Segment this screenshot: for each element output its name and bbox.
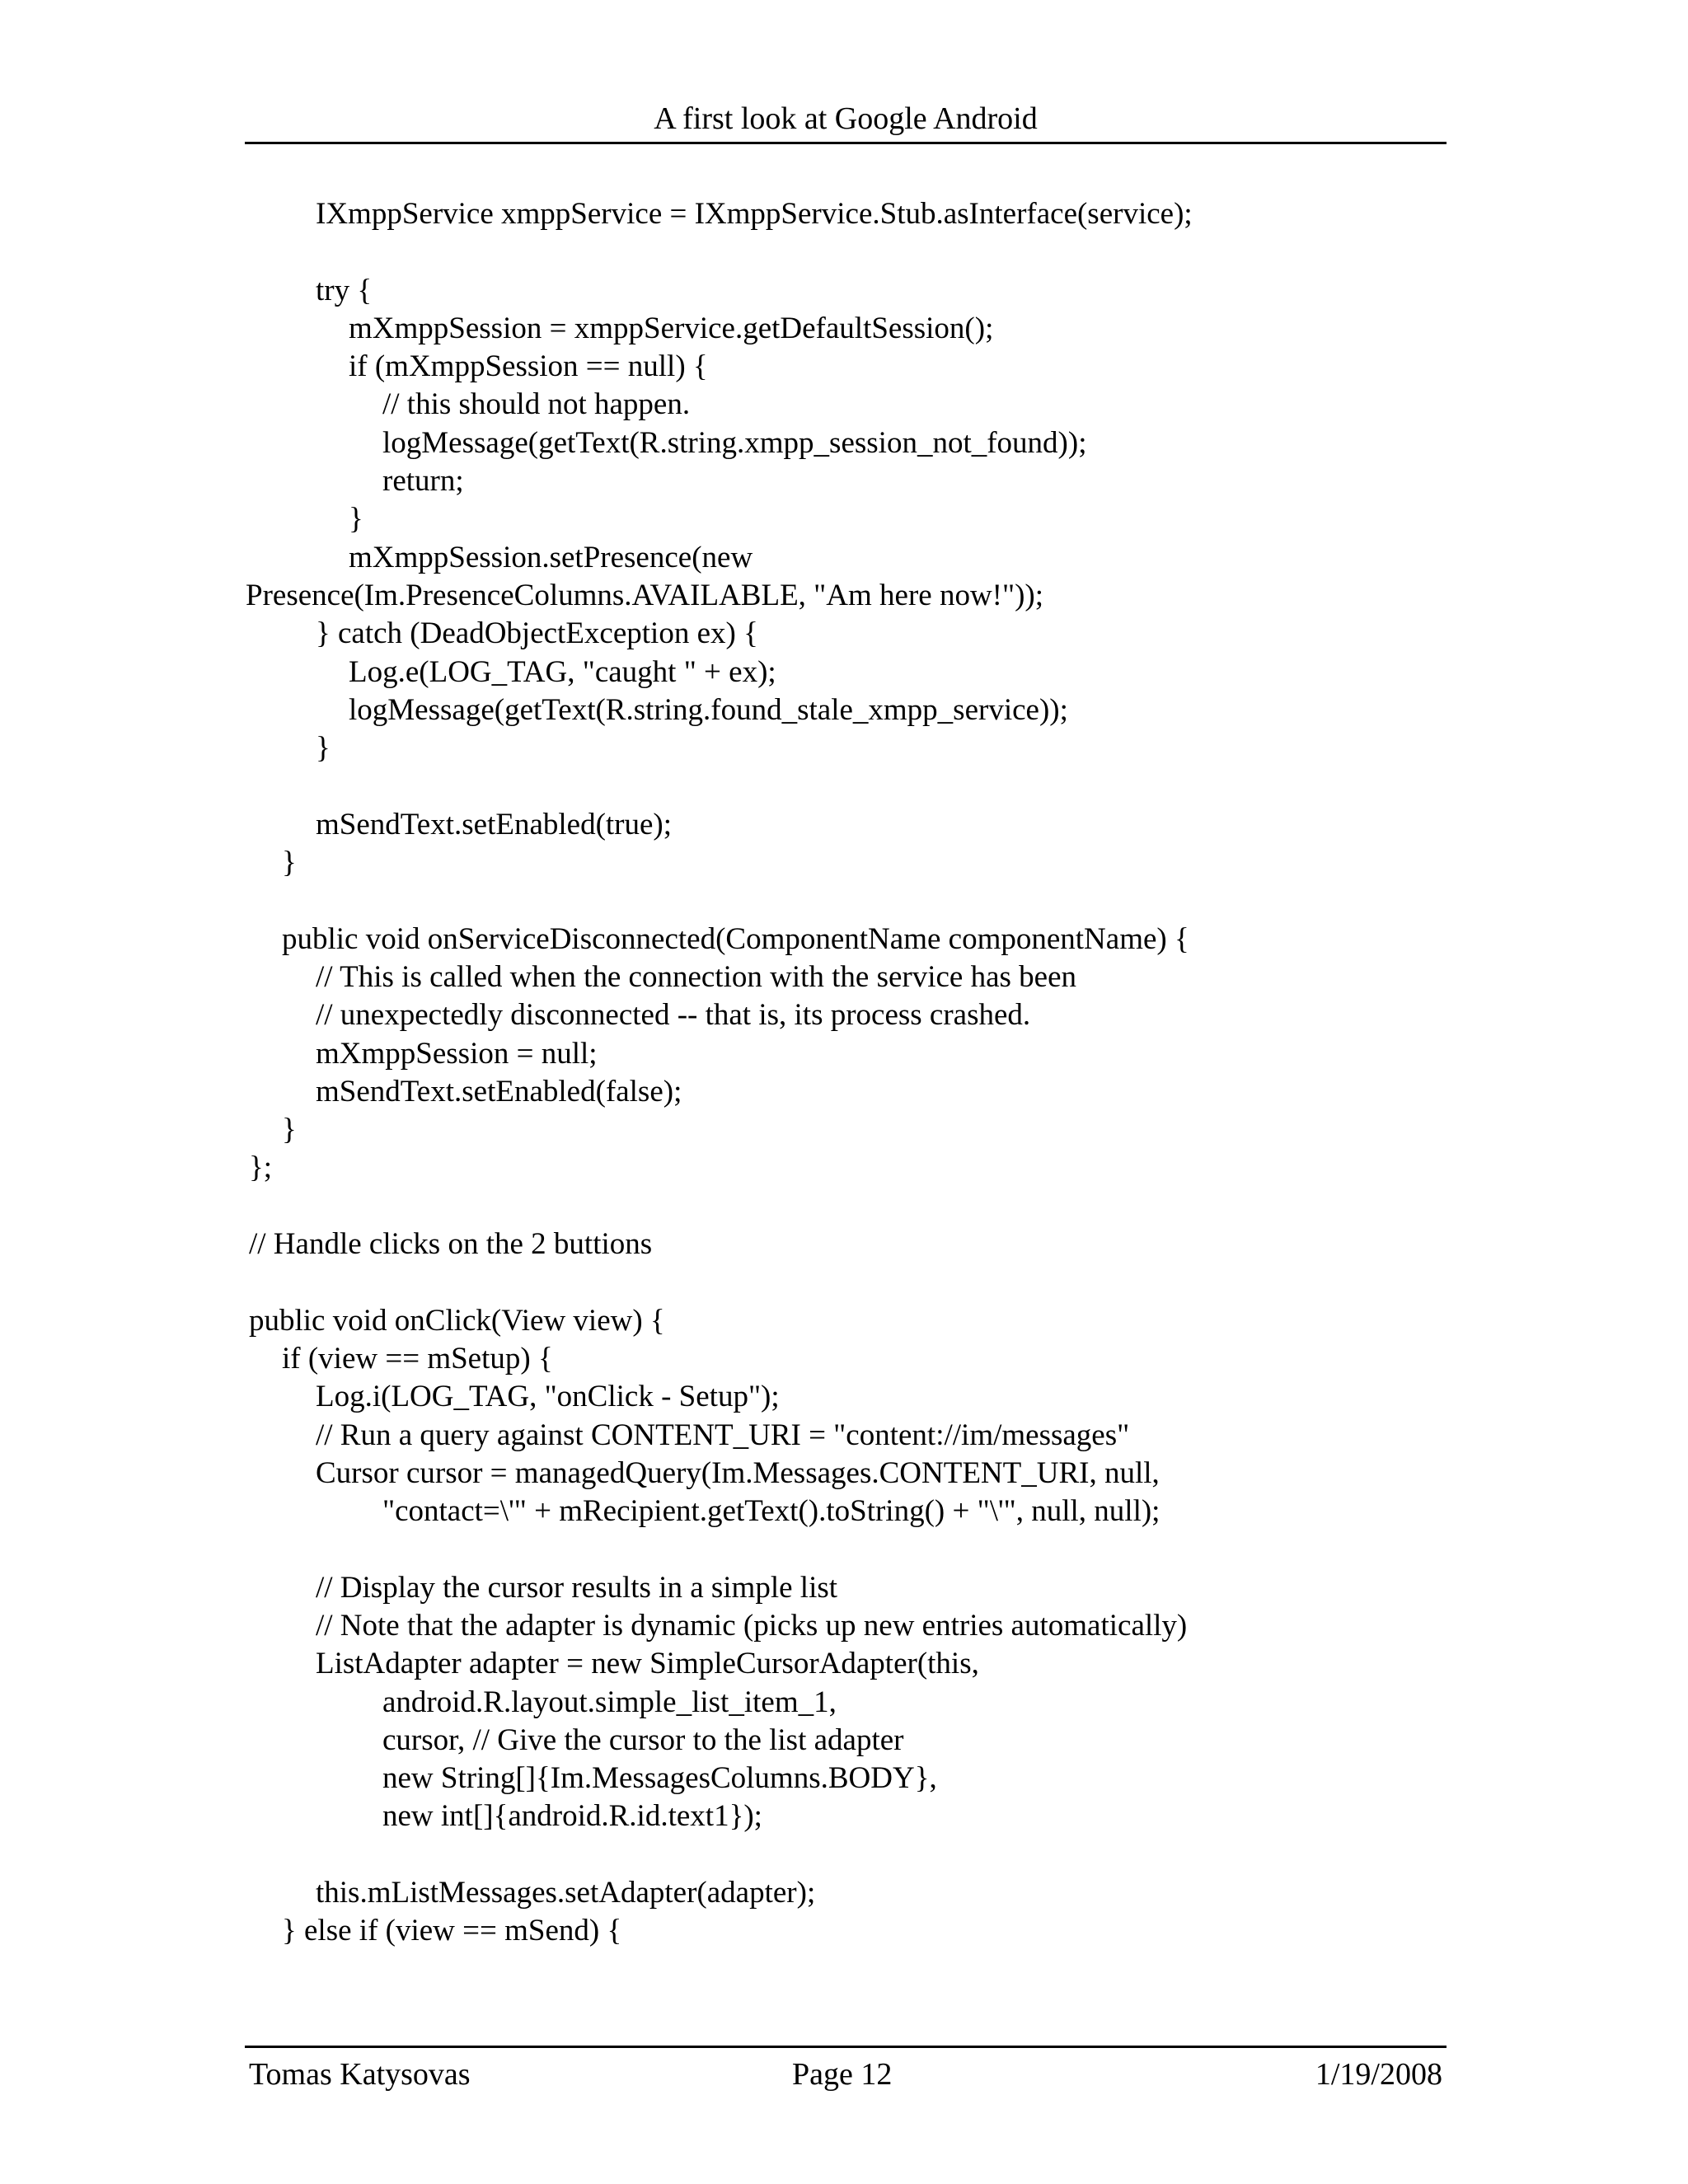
code-line	[0, 1417, 1688, 1455]
code-line	[0, 1340, 1688, 1378]
code-text: mSendText.setEnabled(false);	[316, 1074, 682, 1108]
code-line	[0, 1111, 1688, 1149]
code-line	[0, 654, 1688, 691]
code-line	[0, 615, 1688, 653]
code-text: // Run a query against CONTENT_URI = "content://im/messages"	[316, 1418, 1130, 1452]
code-text: "contact=\'" + mRecipient.getText().toString() + "\'", null, null);	[382, 1494, 1160, 1529]
code-text: if (mXmppSession == null) {	[349, 349, 708, 384]
code-text: // Handle clicks on the 2 buttions	[249, 1227, 653, 1262]
code-text: try {	[316, 273, 373, 307]
code-line	[0, 1530, 1688, 1568]
code-line	[0, 462, 1688, 500]
code-line	[0, 386, 1688, 424]
code-text: }	[316, 731, 331, 766]
code-text: }	[349, 502, 363, 537]
code-line	[0, 1493, 1688, 1530]
code-text: // Note that the adapter is dynamic (picks up new entries automatically)	[316, 1608, 1188, 1643]
code-text: // Display the cursor results in a simple list	[316, 1570, 838, 1605]
code-line	[0, 1455, 1688, 1493]
code-line	[0, 272, 1688, 310]
code-line	[0, 1263, 1688, 1301]
code-text: logMessage(getText(R.string.xmpp_session_not_found));	[382, 425, 1087, 460]
code-text: }	[282, 1113, 297, 1147]
code-line	[0, 1684, 1688, 1722]
code-text: if (view == mSetup) {	[282, 1341, 553, 1376]
code-line	[0, 1912, 1688, 1950]
page-header	[245, 96, 1447, 144]
footer-page-number: Page 12	[792, 2057, 893, 2092]
code-line	[0, 500, 1688, 538]
code-text: ListAdapter adapter = new SimpleCursorAdapter(this,	[316, 1647, 979, 1681]
code-line	[0, 1569, 1688, 1607]
code-line	[0, 348, 1688, 386]
code-line	[0, 958, 1688, 996]
code-line	[0, 882, 1688, 920]
code-text: cursor, // Give the cursor to the list adapter	[382, 1722, 904, 1757]
code-line	[0, 1378, 1688, 1416]
code-text: mXmppSession.setPresence(new	[349, 540, 753, 574]
code-line	[0, 691, 1688, 729]
code-text: Log.i(LOG_TAG, "onClick - Setup");	[316, 1380, 780, 1414]
code-line	[0, 424, 1688, 462]
code-line	[0, 1874, 1688, 1912]
code-line	[0, 996, 1688, 1034]
code-text: } catch (DeadObjectException ex) {	[316, 616, 758, 651]
code-line	[0, 1073, 1688, 1111]
code-text: public void onClick(View view) {	[249, 1303, 665, 1338]
code-text: // This is called when the connection with the service has been	[316, 959, 1077, 994]
code-line	[0, 1797, 1688, 1835]
code-line	[0, 1035, 1688, 1073]
code-line	[0, 577, 1688, 615]
page-footer	[245, 2046, 1447, 2094]
code-line	[0, 233, 1688, 271]
code-text: }	[282, 846, 297, 880]
code-text: mSendText.setEnabled(true);	[316, 807, 673, 841]
footer-author: Tomas Katysovas	[249, 2057, 471, 2092]
code-text: Log.e(LOG_TAG, "caught " + ex);	[349, 654, 776, 689]
code-line	[0, 1836, 1688, 1874]
code-text: Cursor cursor = managedQuery(Im.Messages.CONTENT_URI, null,	[316, 1455, 1160, 1490]
code-text: logMessage(getText(R.string.found_stale_xmpp_service));	[349, 692, 1068, 727]
code-line	[0, 1149, 1688, 1187]
code-listing	[0, 195, 1688, 1951]
code-text: public void onServiceDisconnected(ComponentName componentName) {	[282, 921, 1189, 956]
code-text: android.R.layout.simple_list_item_1,	[382, 1685, 837, 1719]
footer-date: 1/19/2008	[1315, 2057, 1442, 2092]
code-line	[0, 1302, 1688, 1340]
code-text: new int[]{android.R.id.text1});	[382, 1799, 762, 1834]
code-line	[0, 195, 1688, 233]
code-line	[0, 767, 1688, 805]
code-text: this.mListMessages.setAdapter(adapter);	[316, 1876, 816, 1910]
code-text: mXmppSession = xmppService.getDefaultSession();	[349, 311, 994, 345]
code-line	[0, 1722, 1688, 1760]
code-line	[0, 310, 1688, 348]
code-line	[0, 1226, 1688, 1263]
code-line	[0, 1760, 1688, 1797]
code-line	[0, 806, 1688, 844]
code-line	[0, 1607, 1688, 1645]
code-text: IXmppService xmppService = IXmppService.Stub.asInterface(service);	[316, 197, 1193, 231]
code-text: // unexpectedly disconnected -- that is, its process crashed.	[316, 998, 1031, 1033]
code-text: };	[249, 1151, 273, 1185]
code-line	[0, 844, 1688, 882]
code-line	[0, 729, 1688, 767]
code-line	[0, 921, 1688, 958]
code-text: } else if (view == mSend) {	[282, 1914, 622, 1948]
document-title: A first look at Google Android	[654, 101, 1038, 136]
code-text: // this should not happen.	[382, 387, 691, 422]
code-text: return;	[382, 464, 464, 499]
code-text: mXmppSession = null;	[316, 1036, 598, 1071]
code-text: Presence(Im.PresenceColumns.AVAILABLE, "Am here now!"));	[246, 578, 1044, 612]
code-text: new String[]{Im.MessagesColumns.BODY},	[382, 1761, 937, 1796]
code-line	[0, 1645, 1688, 1683]
code-line	[0, 1188, 1688, 1226]
code-line	[0, 539, 1688, 577]
